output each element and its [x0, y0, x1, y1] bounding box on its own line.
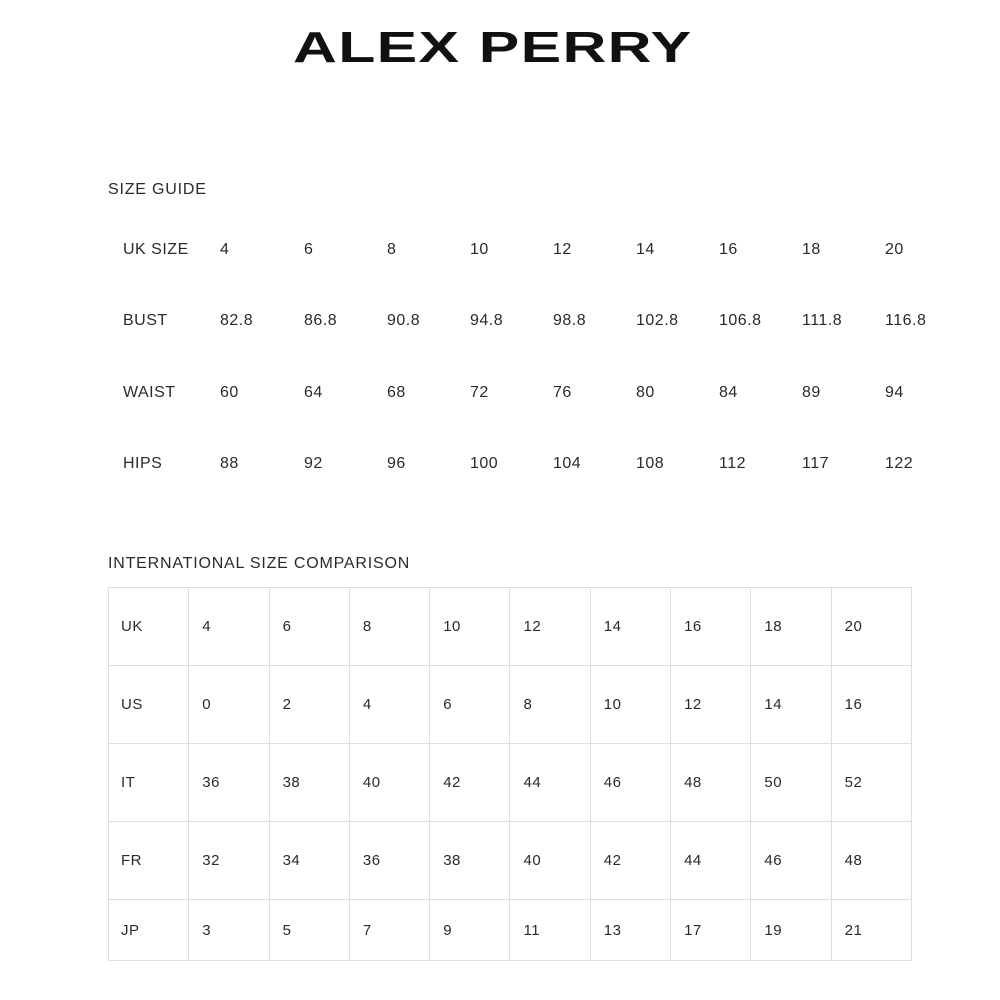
international-table-cell: 5 [269, 900, 349, 961]
international-table-cell: 14 [590, 588, 670, 666]
size-guide-cell: 116.8 [885, 312, 927, 329]
size-guide-cell: 6 [304, 241, 314, 258]
international-table-cell: 44 [671, 822, 751, 900]
international-table-cell: 8 [349, 588, 429, 666]
size-guide-cell: 20 [885, 241, 904, 258]
international-table-cell: 2 [269, 666, 349, 744]
international-table-cell: 10 [430, 588, 510, 666]
size-guide-cell: 94.8 [470, 312, 504, 329]
international-table-cell: 9 [430, 900, 510, 961]
size-guide-cell: 18 [802, 241, 821, 258]
international-table-cell: 6 [269, 588, 349, 666]
international-table-cell: 50 [751, 744, 831, 822]
size-guide-cell: 108 [636, 455, 665, 472]
international-table-cell: 46 [590, 744, 670, 822]
international-table-cell: 4 [349, 666, 429, 744]
international-table-cell: 44 [510, 744, 590, 822]
international-table-cell: 14 [751, 666, 831, 744]
size-guide-cell: 80 [636, 384, 655, 401]
international-table-row [109, 822, 912, 900]
international-table-cell: 40 [349, 744, 429, 822]
international-table-cell: 32 [189, 822, 269, 900]
size-guide-title: SIZE GUIDE [108, 181, 207, 198]
international-table-cell: 20 [831, 588, 911, 666]
size-guide-cell: 72 [470, 384, 489, 401]
international-table-cell: 11 [510, 900, 590, 961]
international-table-cell: 18 [751, 588, 831, 666]
international-table-cell: 3 [189, 900, 269, 961]
international-table-cell: 21 [831, 900, 911, 961]
international-row-label: UK [109, 588, 189, 666]
size-guide-cell: 12 [553, 241, 572, 258]
size-guide-cell: 92 [304, 455, 323, 472]
international-row-label: JP [109, 900, 189, 961]
size-guide-cell: 68 [387, 384, 406, 401]
international-table-cell: 42 [590, 822, 670, 900]
size-guide-cell: 96 [387, 455, 406, 472]
international-row-label: US [109, 666, 189, 744]
international-table-cell: 7 [349, 900, 429, 961]
size-guide-cell: 86.8 [304, 312, 338, 329]
size-guide-row [0, 241, 1000, 265]
international-table-row [109, 900, 912, 961]
international-table-cell: 12 [671, 666, 751, 744]
international-table-cell: 16 [671, 588, 751, 666]
international-size-comparison-title: INTERNATIONAL SIZE COMPARISON [108, 555, 411, 572]
size-guide-row-label: UK SIZE [123, 241, 189, 258]
international-table-row [109, 666, 912, 744]
international-table-cell: 38 [269, 744, 349, 822]
international-table-cell: 34 [269, 822, 349, 900]
size-guide-cell: 10 [470, 241, 489, 258]
size-guide-row [0, 384, 1000, 408]
size-guide-cell: 64 [304, 384, 323, 401]
size-guide-cell: 100 [470, 455, 499, 472]
international-table-cell: 36 [189, 744, 269, 822]
size-guide-cell: 89 [802, 384, 821, 401]
size-guide-row-label: HIPS [123, 455, 163, 472]
international-table-cell: 13 [590, 900, 670, 961]
international-size-table [108, 587, 912, 961]
size-guide-row [0, 312, 1000, 336]
size-guide-cell: 76 [553, 384, 572, 401]
size-guide-cell: 8 [387, 241, 397, 258]
international-table-cell: 42 [430, 744, 510, 822]
size-guide-cell: 90.8 [387, 312, 421, 329]
size-guide-cell: 117 [802, 455, 830, 472]
international-table-cell: 12 [510, 588, 590, 666]
international-table-cell: 38 [430, 822, 510, 900]
size-guide-cell: 16 [719, 241, 738, 258]
brand-logo: ALEX PERRY [292, 23, 693, 72]
size-guide-cell: 112 [719, 455, 747, 472]
international-table-cell: 40 [510, 822, 590, 900]
international-table-cell: 4 [189, 588, 269, 666]
international-table-cell: 48 [671, 744, 751, 822]
size-guide-cell: 60 [220, 384, 239, 401]
size-guide-row [0, 455, 1000, 479]
size-guide-cell: 4 [220, 241, 230, 258]
size-guide-cell: 88 [220, 455, 239, 472]
international-row-label: IT [109, 744, 189, 822]
international-table-cell: 16 [831, 666, 911, 744]
size-guide-cell: 102.8 [636, 312, 679, 329]
size-guide-row-label: WAIST [123, 384, 176, 401]
international-table-cell: 8 [510, 666, 590, 744]
international-table-cell: 17 [671, 900, 751, 961]
size-guide-cell: 82.8 [220, 312, 254, 329]
size-guide-row-label: BUST [123, 312, 168, 329]
size-guide-cell: 14 [636, 241, 655, 258]
international-table-cell: 6 [430, 666, 510, 744]
international-table-row [109, 744, 912, 822]
international-table-cell: 48 [831, 822, 911, 900]
size-guide-cell: 84 [719, 384, 738, 401]
size-guide-cell: 106.8 [719, 312, 762, 329]
international-table-cell: 46 [751, 822, 831, 900]
size-guide-cell: 98.8 [553, 312, 587, 329]
size-guide-cell: 122 [885, 455, 914, 472]
size-guide-cell: 104 [553, 455, 582, 472]
international-row-label: FR [109, 822, 189, 900]
international-table-cell: 10 [590, 666, 670, 744]
international-table-cell: 36 [349, 822, 429, 900]
international-table-row [109, 588, 912, 666]
international-table-cell: 19 [751, 900, 831, 961]
size-guide-cell: 94 [885, 384, 904, 401]
international-table-cell: 0 [189, 666, 269, 744]
size-guide-cell: 111.8 [802, 312, 843, 329]
international-table-cell: 52 [831, 744, 911, 822]
